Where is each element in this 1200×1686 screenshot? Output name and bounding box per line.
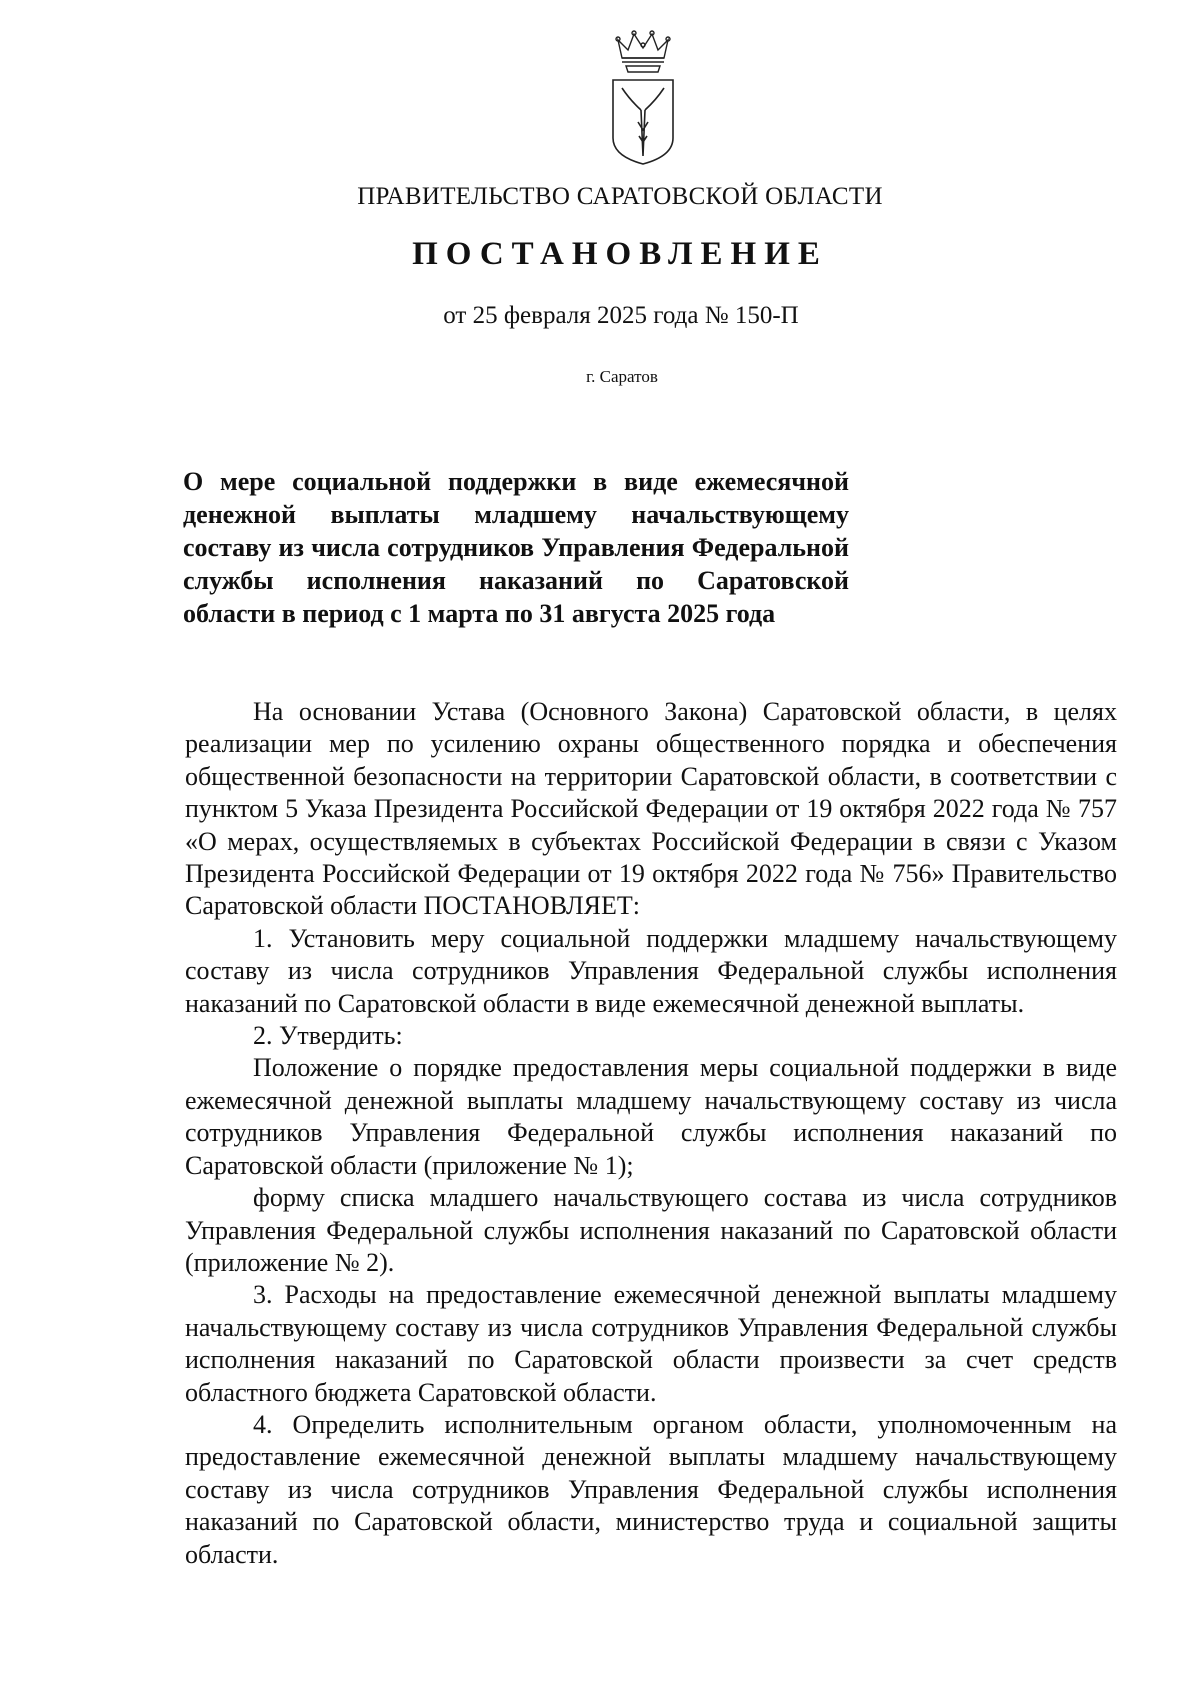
clause-3-paragraph: 3. Расходы на предоставление ежемесячной денежной выплаты младшему начальствующему составу из числа сотрудников Управления Федеральной службы исполнения наказаний по Саратовской области произвести за счет средств областного бюджета Саратовской области.	[185, 1280, 1117, 1407]
subject-line: области в период с 1 марта по 31 августа 2025 года	[183, 599, 776, 628]
subject-line: составу из числа сотрудников Управления Федеральной	[183, 533, 849, 562]
decree-date-number: от 25 февраля 2025 года № 150-П	[443, 302, 799, 329]
decree-body	[185, 696, 1117, 1571]
clause-1-paragraph: 1. Установить меру социальной поддержки младшему начальствующему составу из числа сотрудников Управления Федеральной службы исполнения наказаний по Саратовской области в виде ежемесячной денежной выплаты.	[185, 923, 1117, 1018]
government-title: ПРАВИТЕЛЬСТВО САРАТОВСКОЙ ОБЛАСТИ	[357, 183, 883, 210]
subject-line: денежной выплаты младшему начальствующему	[183, 500, 849, 529]
subject-line: О мере социальной поддержки в виде ежемесячной	[183, 467, 849, 496]
clause-4-paragraph: 4. Определить исполнительным органом области, уполномоченным на предоставление ежемесячной денежной выплаты младшему начальствующему составу из числа сотрудников Управления Федеральной службы исполнения наказаний по Саратовской области, министерство труда и социальной защиты области.	[185, 1409, 1117, 1569]
subject-line: службы исполнения наказаний по Саратовской	[183, 566, 849, 595]
document-type: ПОСТАНОВЛЕНИЕ	[412, 236, 828, 272]
decree-subject	[183, 465, 849, 630]
preamble-paragraph: На основании Устава (Основного Закона) Саратовской области, в целях реализации мер по усилению охраны общественного порядка и обеспечения общественной безопасности на территории Саратовской области, в соответствии с пунктом 5 Указа Президента Российской Федерации от 19 октября 2022 года № 757 «О мерах, осуществляемых в субъектах Российской Федерации в связи с Указом Президента Российской Федерации от 19 октября 2022 года № 756» Правительство Саратовской области ПОСТАНОВЛЯЕТ:	[185, 697, 1117, 921]
decree-city: г. Саратов	[586, 367, 658, 386]
clause-2-paragraph: 2. Утвердить:	[253, 1021, 403, 1051]
saratov-coat-of-arms-icon	[608, 30, 678, 166]
clause-2-item-regulation: Положение о порядке предоставления меры социальной поддержки в виде ежемесячной денежной выплаты младшему начальствующему составу из числа сотрудников Управления Федеральной службы исполнения наказаний по Саратовской области (приложение № 1);	[185, 1053, 1117, 1180]
clause-2-item-form: форму списка младшего начальствующего состава из числа сотрудников Управления Федеральной службы исполнения наказаний по Саратовской области (приложение № 2).	[185, 1183, 1117, 1277]
